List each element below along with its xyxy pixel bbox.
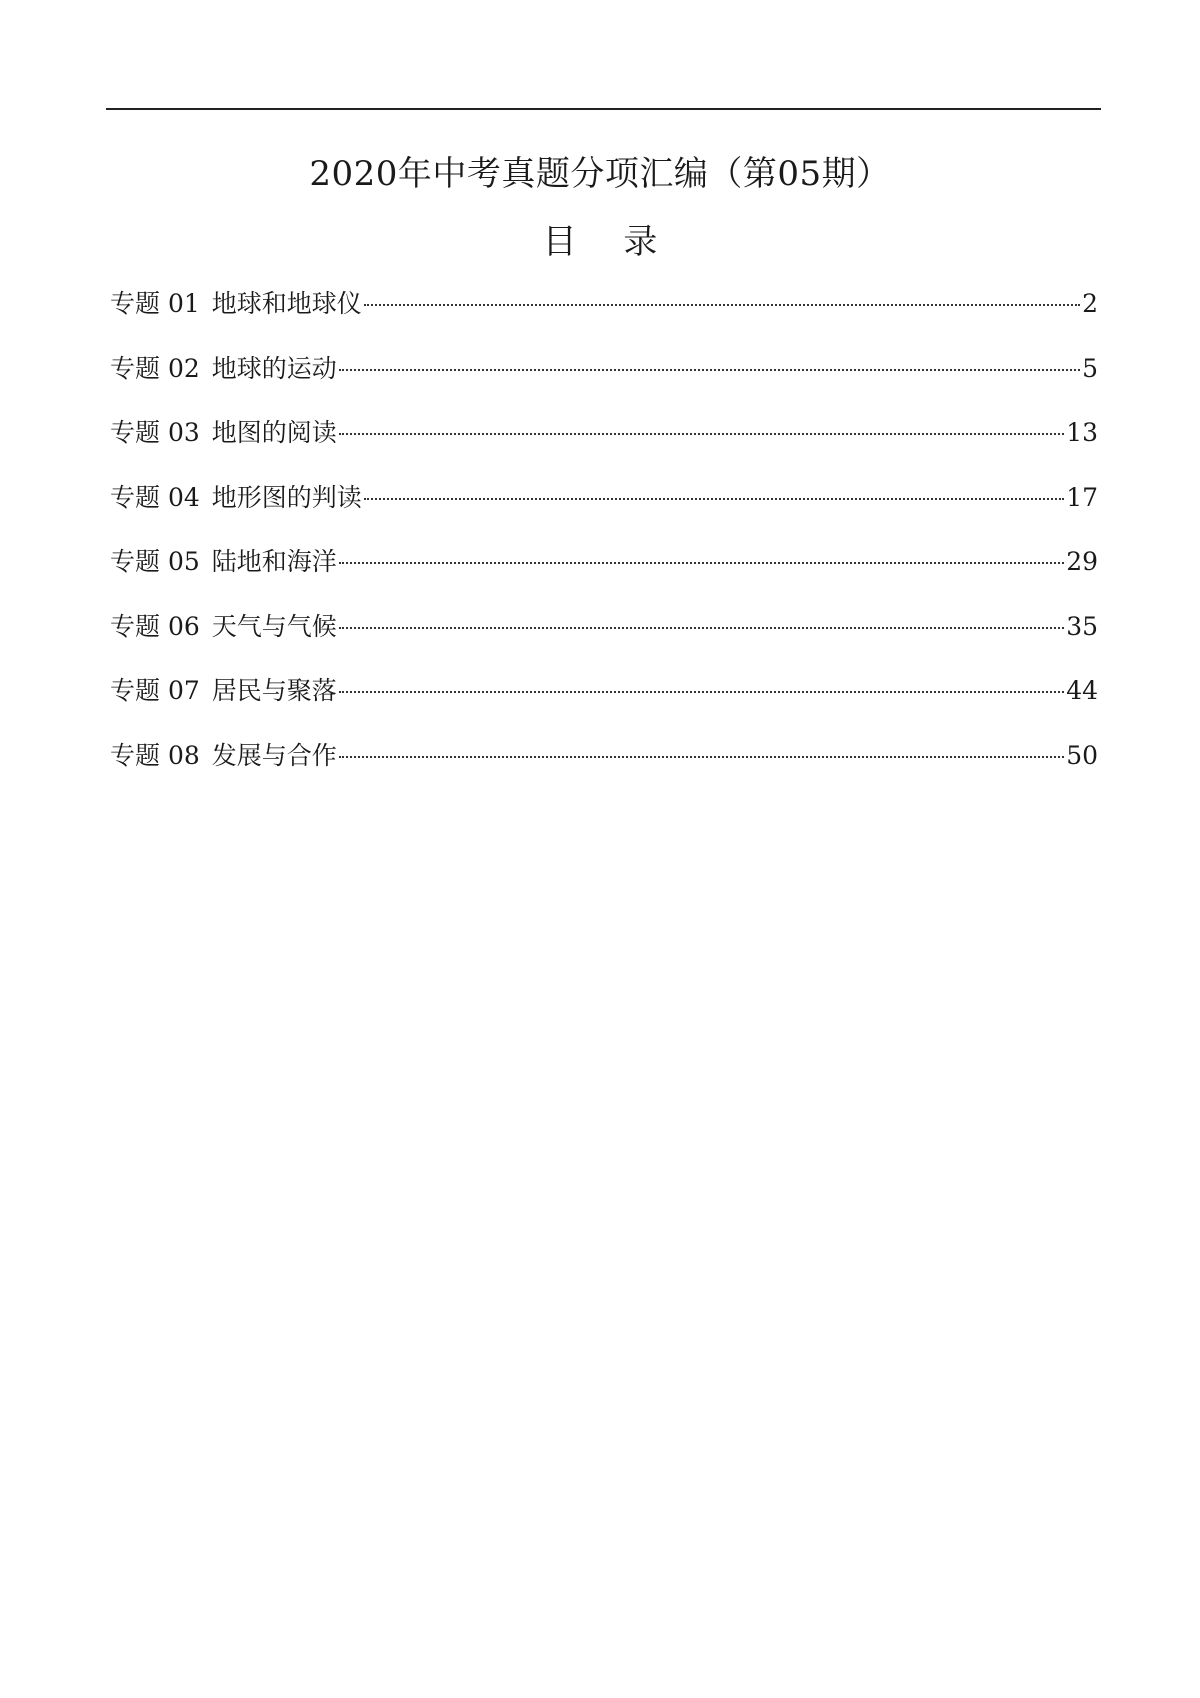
toc-entry-title: 陆地和海洋 — [211, 547, 337, 576]
toc-entry-page: 5 — [1082, 353, 1098, 383]
toc-entry-title: 居民与聚落 — [211, 676, 337, 705]
toc-entry-title: 地形图的判读 — [211, 482, 362, 512]
document-title: 2020年中考真题分项汇编（第05期） — [309, 154, 891, 194]
toc-entry-number: 专题 03 — [110, 418, 200, 447]
toc-entry-title: 地球的运动 — [211, 353, 337, 383]
toc-entry[interactable] — [110, 413, 1098, 478]
toc-entry-page: 50 — [1066, 740, 1098, 770]
toc-entry-number: 专题 02 — [110, 353, 200, 383]
toc-entry[interactable] — [110, 671, 1098, 736]
toc-entry-number: 专题 06 — [110, 611, 200, 641]
toc-heading: 目 录 — [542, 222, 676, 262]
dot-leader — [339, 691, 1064, 693]
dot-leader — [339, 627, 1064, 629]
toc-entry-page: 13 — [1066, 418, 1098, 447]
toc-entry[interactable] — [110, 478, 1098, 543]
toc-entry-title: 发展与合作 — [211, 740, 337, 770]
dot-leader — [339, 433, 1064, 435]
toc-entry[interactable] — [110, 542, 1098, 607]
toc-entry-title: 地图的阅读 — [211, 418, 337, 447]
toc-entry-page: 2 — [1082, 289, 1098, 318]
header-rule — [106, 108, 1101, 110]
toc-entry-title: 地球和地球仪 — [211, 289, 362, 318]
dot-leader — [364, 304, 1080, 306]
dot-leader — [339, 562, 1064, 564]
toc-entry-number: 专题 07 — [110, 676, 200, 705]
toc-entry-title: 天气与气候 — [211, 611, 337, 641]
toc-entry-number: 专题 05 — [110, 547, 200, 576]
toc-entry-number: 专题 08 — [110, 740, 200, 770]
dot-leader — [339, 756, 1064, 758]
toc-entry-page: 44 — [1066, 676, 1098, 705]
toc-entry-number: 专题 04 — [110, 482, 200, 512]
toc-entry-page: 35 — [1066, 611, 1098, 641]
toc-entry-page: 29 — [1066, 547, 1098, 576]
dot-leader — [339, 369, 1080, 371]
toc-entry[interactable] — [110, 736, 1098, 801]
toc-entry-page: 17 — [1066, 482, 1098, 512]
toc-entry[interactable] — [110, 349, 1098, 414]
toc-entry-number: 专题 01 — [110, 289, 200, 318]
table-of-contents — [110, 284, 1098, 800]
toc-entry[interactable] — [110, 607, 1098, 672]
dot-leader — [364, 498, 1064, 500]
toc-entry[interactable] — [110, 284, 1098, 349]
